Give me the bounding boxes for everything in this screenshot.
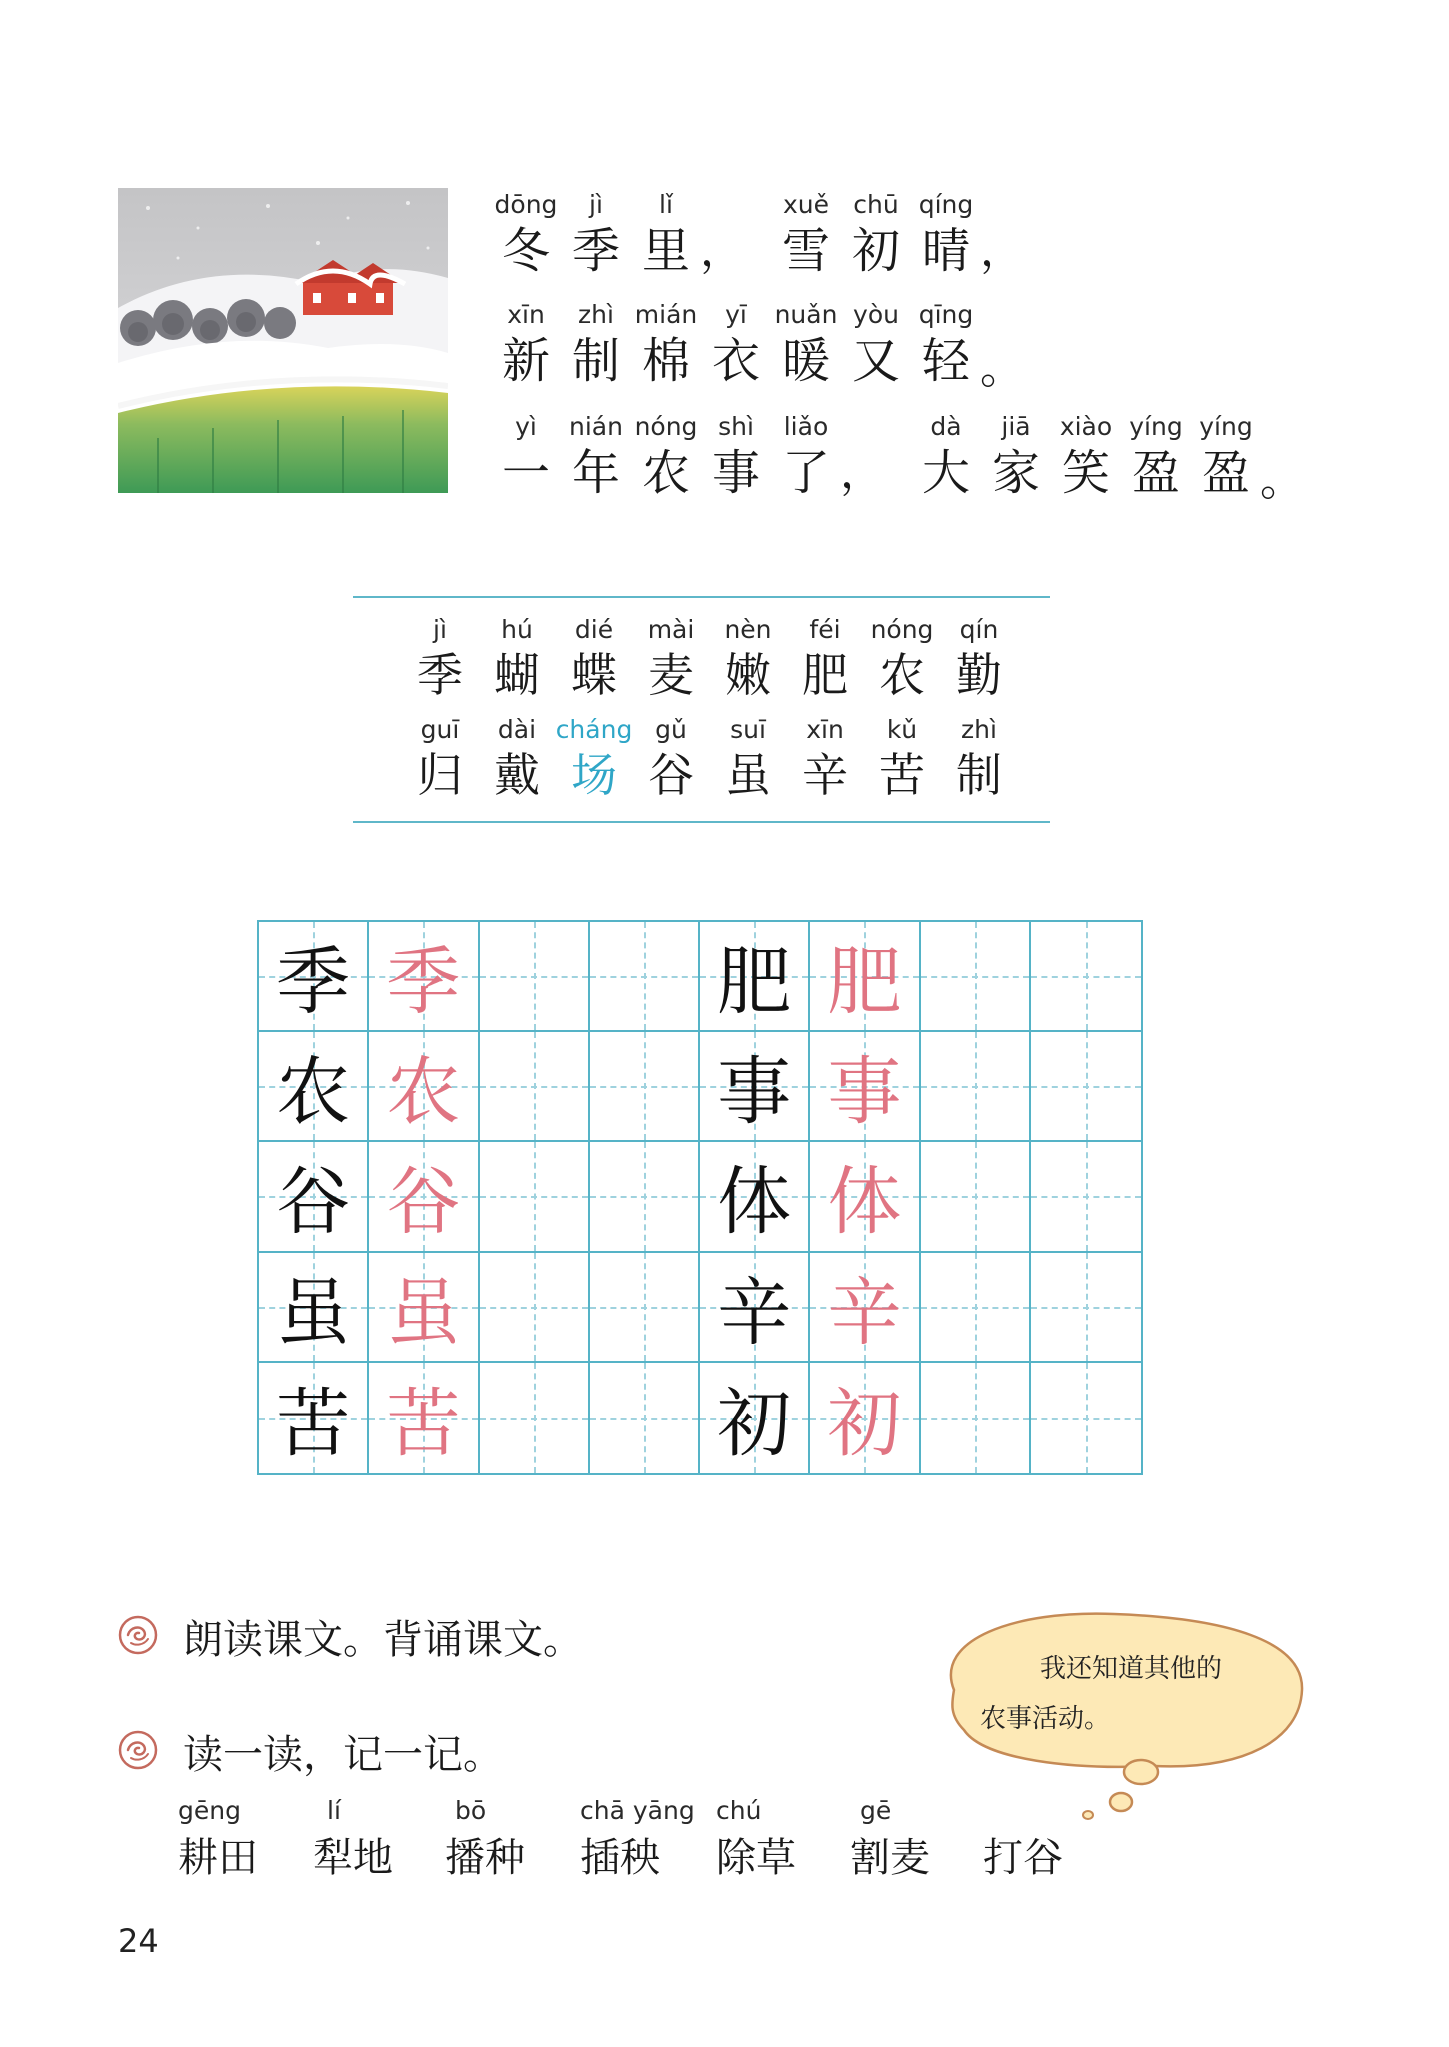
- grid-cell: [590, 922, 700, 1032]
- character: 苦: [879, 748, 925, 802]
- vocab-item: [477, 712, 557, 802]
- character: 农: [641, 445, 690, 501]
- word: 犁地: [313, 1835, 393, 1881]
- character: 了: [781, 445, 830, 501]
- grid-cell: [480, 1032, 590, 1142]
- pinyin: dà: [930, 412, 962, 441]
- exercise-1-text: 朗读课文。背诵课文。: [183, 1617, 583, 1663]
- pinyin: chā yāng: [580, 1796, 695, 1825]
- bubble-text-line-2: 农事活动。: [980, 1704, 1111, 1734]
- character: 晴: [921, 223, 970, 279]
- character: 农: [879, 648, 925, 702]
- pinyin: kǔ: [886, 715, 918, 744]
- character: 新: [501, 333, 550, 389]
- guide-line-horizontal: [590, 1307, 698, 1309]
- poem-syllable: [700, 409, 772, 501]
- vocab-item: [862, 612, 942, 702]
- grid-cell: [480, 1142, 590, 1252]
- pinyin: jì: [433, 615, 447, 644]
- grid-cell: [480, 922, 590, 1032]
- pinyin: dài: [497, 715, 537, 744]
- pinyin: xuě: [782, 190, 830, 219]
- pinyin: mài: [647, 615, 695, 644]
- grid-cell: [810, 922, 920, 1032]
- grid-cell: [369, 1253, 479, 1363]
- guide-line-horizontal: [1031, 1418, 1141, 1420]
- grid-cell: [590, 1142, 700, 1252]
- guide-line-horizontal: [1031, 1307, 1141, 1309]
- guide-line-horizontal: [921, 1418, 1029, 1420]
- poem-syllable: [560, 187, 632, 279]
- vocab-item: [939, 712, 1019, 802]
- pinyin: liǎo: [783, 412, 829, 441]
- grid-cell: [480, 1363, 590, 1473]
- character: 冬: [501, 223, 550, 279]
- grid-cell: [921, 922, 1031, 1032]
- word: 播种: [445, 1835, 525, 1881]
- punctuation: 。: [980, 343, 1024, 394]
- pinyin: qíng: [918, 190, 974, 219]
- character: 归: [417, 748, 463, 802]
- grid-cell: [810, 1253, 920, 1363]
- grid-cell: [810, 1032, 920, 1142]
- trace-character: 季: [386, 939, 461, 1026]
- guide-line-horizontal: [590, 976, 698, 978]
- vocab-item: [554, 612, 634, 702]
- character: 肥: [802, 648, 848, 702]
- grid-cell: [810, 1363, 920, 1473]
- vocab-item: [400, 712, 480, 802]
- character: 暖: [781, 333, 830, 389]
- poem-syllable: [910, 187, 982, 279]
- pinyin: dié: [574, 615, 614, 644]
- pinyin: nóng: [634, 412, 698, 441]
- trace-character: 辛: [827, 1269, 902, 1356]
- character: 初: [851, 223, 900, 279]
- character: 里: [641, 223, 690, 279]
- vocab-item: [785, 712, 865, 802]
- vocab-item: [785, 612, 865, 702]
- character: 勤: [956, 648, 1002, 702]
- pinyin: gēng: [178, 1796, 241, 1825]
- guide-line-horizontal: [921, 1086, 1029, 1088]
- model-character: 苦: [276, 1380, 351, 1467]
- character: 事: [711, 445, 760, 501]
- character: 大: [921, 445, 970, 501]
- pinyin: qín: [959, 615, 999, 644]
- character: 制: [956, 748, 1002, 802]
- character: 戴: [494, 748, 540, 802]
- character: 谷: [648, 748, 694, 802]
- writing-practice-grid: [257, 920, 1143, 1475]
- pinyin: féi: [809, 615, 841, 644]
- grid-cell: [1031, 1142, 1141, 1252]
- grid-cell: [590, 1253, 700, 1363]
- character: 笑: [1061, 445, 1110, 501]
- vocab-item: [477, 612, 557, 702]
- poem-syllable: [560, 297, 632, 389]
- pinyin: yī: [725, 300, 747, 329]
- pinyin: xīn: [507, 300, 545, 329]
- poem-syllable: [840, 297, 912, 389]
- pinyin: hú: [501, 615, 533, 644]
- poem-syllable: [630, 297, 702, 389]
- character: 嫩: [725, 648, 771, 702]
- grid-cell: [480, 1253, 590, 1363]
- pinyin: nèn: [724, 615, 772, 644]
- exercise-marker-icon: [118, 1730, 158, 1770]
- model-character: 虽: [276, 1269, 351, 1356]
- vocab-item: [862, 712, 942, 802]
- pinyin: zhì: [961, 715, 997, 744]
- vocab-item: [708, 612, 788, 702]
- character: 家: [991, 445, 1040, 501]
- model-character: 辛: [717, 1269, 792, 1356]
- grid-cell: [921, 1253, 1031, 1363]
- vocab-item: [939, 612, 1019, 702]
- guide-line-horizontal: [590, 1196, 698, 1198]
- grid-cell: [259, 1253, 369, 1363]
- trace-character: 谷: [386, 1159, 461, 1246]
- punctuation: ，: [700, 225, 744, 276]
- pinyin: gē: [860, 1796, 892, 1825]
- poem-syllable: [560, 409, 632, 501]
- guide-line-horizontal: [1031, 1196, 1141, 1198]
- pinyin: bō: [455, 1796, 487, 1825]
- poem-syllable: [1050, 409, 1122, 501]
- model-character: 季: [276, 939, 351, 1026]
- character: 盈: [1201, 445, 1250, 501]
- vocab-item: [708, 712, 788, 802]
- pinyin: cháng: [555, 715, 633, 744]
- grid-cell: [700, 1032, 810, 1142]
- pinyin: lí: [327, 1796, 341, 1825]
- character: 衣: [711, 333, 760, 389]
- character: 场: [571, 748, 617, 802]
- guide-line-horizontal: [921, 1196, 1029, 1198]
- grid-cell: [1031, 1253, 1141, 1363]
- vocab-bottom-rule: [353, 821, 1050, 823]
- pinyin: chú: [716, 1796, 762, 1825]
- winter-landscape-illustration: [118, 188, 448, 493]
- character: 制: [571, 333, 620, 389]
- character: 季: [417, 648, 463, 702]
- pinyin: yíng: [1129, 412, 1183, 441]
- poem-syllable: [770, 187, 842, 279]
- pinyin: qīng: [918, 300, 974, 329]
- poem-syllable: [910, 297, 982, 389]
- pinyin: nián: [569, 412, 623, 441]
- exercise-marker-icon: [118, 1615, 158, 1655]
- guide-line-horizontal: [590, 1086, 698, 1088]
- pinyin: chū: [853, 190, 899, 219]
- grid-cell: [259, 922, 369, 1032]
- pinyin: yòu: [853, 300, 899, 329]
- guide-line-horizontal: [1031, 1086, 1141, 1088]
- grid-cell: [921, 1032, 1031, 1142]
- vocab-item: [631, 612, 711, 702]
- character: 棉: [641, 333, 690, 389]
- character: 虽: [725, 748, 771, 802]
- pinyin: guī: [420, 715, 460, 744]
- trace-character: 初: [827, 1380, 902, 1467]
- character: 盈: [1131, 445, 1180, 501]
- punctuation: ，: [980, 225, 1024, 276]
- model-character: 农: [276, 1049, 351, 1136]
- poem-syllable: [910, 409, 982, 501]
- character: 年: [571, 445, 620, 501]
- bubble-text-line-1: 我还知道其他的: [1040, 1654, 1223, 1684]
- exercise-2-text: 读一读，记一记。: [183, 1732, 503, 1778]
- model-character: 肥: [717, 939, 792, 1026]
- guide-line-horizontal: [480, 1196, 588, 1198]
- pinyin: dōng: [494, 190, 558, 219]
- grid-cell: [700, 1142, 810, 1252]
- model-character: 初: [717, 1380, 792, 1467]
- poem-syllable: [700, 297, 772, 389]
- pinyin: gǔ: [655, 715, 687, 744]
- grid-cell: [1031, 1032, 1141, 1142]
- poem-syllable: [1120, 409, 1192, 501]
- pinyin: yì: [515, 412, 537, 441]
- grid-cell: [921, 1142, 1031, 1252]
- pinyin: lǐ: [659, 190, 673, 219]
- page-number: 24: [118, 1922, 159, 1960]
- character: 又: [851, 333, 900, 389]
- vocab-item-highlighted: [554, 712, 634, 802]
- poem-syllable: [840, 187, 912, 279]
- character: 麦: [648, 648, 694, 702]
- pinyin: yíng: [1199, 412, 1253, 441]
- grid-cell: [590, 1032, 700, 1142]
- pinyin: jì: [589, 190, 603, 219]
- trace-character: 农: [386, 1049, 461, 1136]
- poem-syllable: [630, 409, 702, 501]
- word: 插秧: [580, 1835, 660, 1881]
- grid-cell: [810, 1142, 920, 1252]
- vocab-item: [631, 712, 711, 802]
- guide-line-horizontal: [921, 1307, 1029, 1309]
- guide-line-horizontal: [480, 1086, 588, 1088]
- character: 蝶: [571, 648, 617, 702]
- guide-line-horizontal: [921, 976, 1029, 978]
- vocab-top-rule: [353, 596, 1050, 598]
- character: 季: [571, 223, 620, 279]
- guide-line-horizontal: [480, 1307, 588, 1309]
- poem-syllable: [490, 297, 562, 389]
- character: 蝴: [494, 648, 540, 702]
- grid-cell: [700, 1253, 810, 1363]
- poem-syllable: [630, 187, 702, 279]
- grid-cell: [700, 922, 810, 1032]
- grid-cell: [369, 1363, 479, 1473]
- trace-character: 事: [827, 1049, 902, 1136]
- word: 除草: [716, 1835, 796, 1881]
- grid-cell: [700, 1363, 810, 1473]
- pinyin: jiā: [1001, 412, 1031, 441]
- grid-cell: [369, 922, 479, 1032]
- poem-syllable: [770, 297, 842, 389]
- pinyin: suī: [730, 715, 766, 744]
- grid-cell: [259, 1142, 369, 1252]
- model-character: 体: [717, 1159, 792, 1246]
- pinyin: xīn: [806, 715, 844, 744]
- guide-line-horizontal: [590, 1418, 698, 1420]
- guide-line-horizontal: [1031, 976, 1141, 978]
- pinyin: xiào: [1059, 412, 1113, 441]
- trace-character: 苦: [386, 1380, 461, 1467]
- model-character: 事: [717, 1049, 792, 1136]
- trace-character: 肥: [827, 939, 902, 1026]
- poem-syllable: [490, 187, 562, 279]
- poem-syllable: [980, 409, 1052, 501]
- punctuation: ，: [840, 447, 884, 498]
- poem-syllable: [1190, 409, 1262, 501]
- grid-cell: [259, 1032, 369, 1142]
- pinyin: zhì: [578, 300, 614, 329]
- trace-character: 虽: [386, 1269, 461, 1356]
- punctuation: 。: [1260, 455, 1304, 506]
- vocab-item: [400, 612, 480, 702]
- character: 辛: [802, 748, 848, 802]
- grid-cell: [259, 1363, 369, 1473]
- grid-cell: [369, 1032, 479, 1142]
- character: 一: [501, 445, 550, 501]
- grid-cell: [1031, 1363, 1141, 1473]
- pinyin: nóng: [870, 615, 934, 644]
- grid-cell: [1031, 922, 1141, 1032]
- pinyin: shì: [718, 412, 754, 441]
- word: 打谷: [983, 1835, 1063, 1881]
- guide-line-horizontal: [480, 1418, 588, 1420]
- character: 轻: [921, 333, 970, 389]
- word: 割麦: [850, 1835, 930, 1881]
- trace-character: 体: [827, 1159, 902, 1246]
- grid-cell: [921, 1363, 1031, 1473]
- pinyin: mián: [634, 300, 698, 329]
- guide-line-horizontal: [480, 976, 588, 978]
- word: 耕田: [178, 1835, 258, 1881]
- poem-syllable: [770, 409, 842, 501]
- grid-cell: [369, 1142, 479, 1252]
- poem-syllable: [490, 409, 562, 501]
- model-character: 谷: [276, 1159, 351, 1246]
- character: 雪: [781, 223, 830, 279]
- pinyin: nuǎn: [774, 300, 838, 329]
- grid-cell: [590, 1363, 700, 1473]
